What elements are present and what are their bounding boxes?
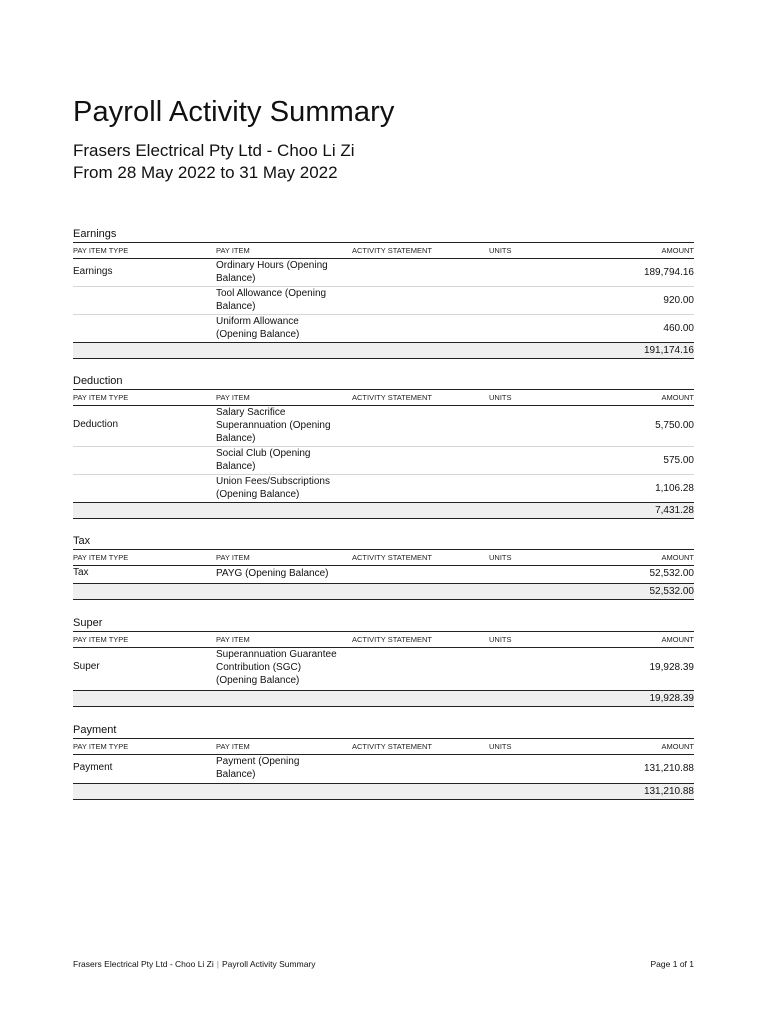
page-number: Page 1 of 1 <box>650 959 694 969</box>
pay-item-line: Balance) <box>216 769 256 780</box>
payment-section <box>73 723 694 800</box>
pay-item <box>216 475 341 501</box>
amount: 131,210.88 <box>643 763 694 774</box>
table-row <box>73 475 694 502</box>
row-group <box>73 259 694 342</box>
table-header <box>73 389 694 406</box>
report-title: Payroll Activity Summary <box>73 96 395 128</box>
amount: 19,928.39 <box>649 662 694 673</box>
col-amount: AMOUNT <box>661 393 694 402</box>
col-activity-statement: ACTIVITY STATEMENT <box>352 742 433 751</box>
table-row <box>73 406 694 447</box>
pay-item-type: Super <box>73 661 100 672</box>
table-row <box>73 755 694 783</box>
pay-item-line: Balance) <box>216 301 256 312</box>
report-company: Frasers Electrical Pty Ltd - Choo Li Zi <box>73 141 355 160</box>
super-section <box>73 616 694 707</box>
section-total <box>73 342 694 359</box>
col-pay-item: PAY ITEM <box>216 246 250 255</box>
table-row <box>73 259 694 287</box>
col-pay-item-type: PAY ITEM TYPE <box>73 246 129 255</box>
section-total <box>73 783 694 800</box>
deduction-section <box>73 374 694 519</box>
pay-item-line: Union Fees/Subscriptions <box>216 476 330 487</box>
col-activity-statement: ACTIVITY STATEMENT <box>352 553 433 562</box>
col-amount: AMOUNT <box>661 635 694 644</box>
section-title: Earnings <box>73 228 117 240</box>
footer-report-name: Payroll Activity Summary <box>221 959 316 969</box>
pay-item-line: (Opening Balance) <box>216 329 300 340</box>
col-units: UNITS <box>489 246 512 255</box>
row-group <box>73 566 694 583</box>
pay-item-line: Social Club (Opening <box>216 448 311 459</box>
pay-item <box>216 755 341 781</box>
col-activity-statement: ACTIVITY STATEMENT <box>352 635 433 644</box>
pay-item-line: PAYG (Opening Balance) <box>216 568 329 579</box>
table-row <box>73 447 694 475</box>
section-title: Super <box>73 617 103 629</box>
col-amount: AMOUNT <box>661 246 694 255</box>
pay-item-line: Balance) <box>216 461 256 472</box>
col-pay-item-type: PAY ITEM TYPE <box>73 742 129 751</box>
footer-left <box>73 959 316 969</box>
pay-item-line: Payment (Opening <box>216 756 300 767</box>
amount: 920.00 <box>663 295 694 306</box>
total-amount: 52,532.00 <box>649 586 694 597</box>
pay-item-line: Ordinary Hours (Opening <box>216 260 328 271</box>
row-group <box>73 648 694 690</box>
col-pay-item-type: PAY ITEM TYPE <box>73 553 129 562</box>
table-header <box>73 242 694 259</box>
amount: 52,532.00 <box>649 568 694 579</box>
pay-item-line: Superannuation (Opening <box>216 420 331 431</box>
pay-item <box>216 567 416 580</box>
table-row <box>73 315 694 342</box>
table-header <box>73 549 694 566</box>
footer-separator: | <box>216 959 219 969</box>
amount: 1,106.28 <box>655 483 694 494</box>
table-header <box>73 631 694 648</box>
section-total <box>73 583 694 600</box>
pay-item-line: Superannuation Guarantee <box>216 649 337 660</box>
tax-section <box>73 534 694 600</box>
section-total <box>73 690 694 707</box>
col-pay-item: PAY ITEM <box>216 635 250 644</box>
pay-item <box>216 406 341 445</box>
total-amount: 19,928.39 <box>649 693 694 704</box>
col-pay-item: PAY ITEM <box>216 742 250 751</box>
pay-item-line: Salary Sacrifice <box>216 407 286 418</box>
pay-item-line: Uniform Allowance <box>216 316 299 327</box>
col-activity-statement: ACTIVITY STATEMENT <box>352 393 433 402</box>
col-units: UNITS <box>489 393 512 402</box>
pay-item-line: Balance) <box>216 433 256 444</box>
col-units: UNITS <box>489 553 512 562</box>
amount: 460.00 <box>663 323 694 334</box>
section-title: Tax <box>73 535 91 547</box>
col-pay-item: PAY ITEM <box>216 393 250 402</box>
table-row <box>73 648 694 690</box>
table-row <box>73 566 694 583</box>
table-header <box>73 738 694 755</box>
total-amount: 191,174.16 <box>643 345 694 356</box>
pay-item-type: Payment <box>73 762 113 773</box>
pay-item-line: (Opening Balance) <box>216 489 300 500</box>
report-period: From 28 May 2022 to 31 May 2022 <box>73 163 338 182</box>
pay-item-line: Contribution (SGC) <box>216 662 302 673</box>
table-row <box>73 287 694 315</box>
col-amount: AMOUNT <box>661 742 694 751</box>
col-pay-item-type: PAY ITEM TYPE <box>73 393 129 402</box>
col-amount: AMOUNT <box>661 553 694 562</box>
section-title: Deduction <box>73 375 123 387</box>
col-activity-statement: ACTIVITY STATEMENT <box>352 246 433 255</box>
amount: 5,750.00 <box>655 420 694 431</box>
col-units: UNITS <box>489 635 512 644</box>
amount: 575.00 <box>663 455 694 466</box>
amount: 189,794.16 <box>643 267 694 278</box>
col-pay-item-type: PAY ITEM TYPE <box>73 635 129 644</box>
row-group <box>73 406 694 502</box>
row-group <box>73 755 694 783</box>
col-units: UNITS <box>489 742 512 751</box>
section-total <box>73 502 694 519</box>
earnings-section <box>73 227 694 359</box>
total-amount: 7,431.28 <box>655 505 694 516</box>
pay-item-type: Deduction <box>73 419 119 430</box>
footer-company: Frasers Electrical Pty Ltd - Choo Li Zi <box>73 959 214 969</box>
pay-item <box>216 287 341 313</box>
section-title: Payment <box>73 724 117 736</box>
pay-item-type: Tax <box>73 567 89 578</box>
pay-item-line: (Opening Balance) <box>216 675 300 686</box>
pay-item-line: Balance) <box>216 273 256 284</box>
pay-item <box>216 447 341 473</box>
pay-item <box>216 315 341 341</box>
pay-item-type: Earnings <box>73 266 113 277</box>
pay-item <box>216 259 341 285</box>
total-amount: 131,210.88 <box>643 786 694 797</box>
pay-item <box>216 648 341 687</box>
pay-item-line: Tool Allowance (Opening <box>216 288 327 299</box>
col-pay-item: PAY ITEM <box>216 553 250 562</box>
